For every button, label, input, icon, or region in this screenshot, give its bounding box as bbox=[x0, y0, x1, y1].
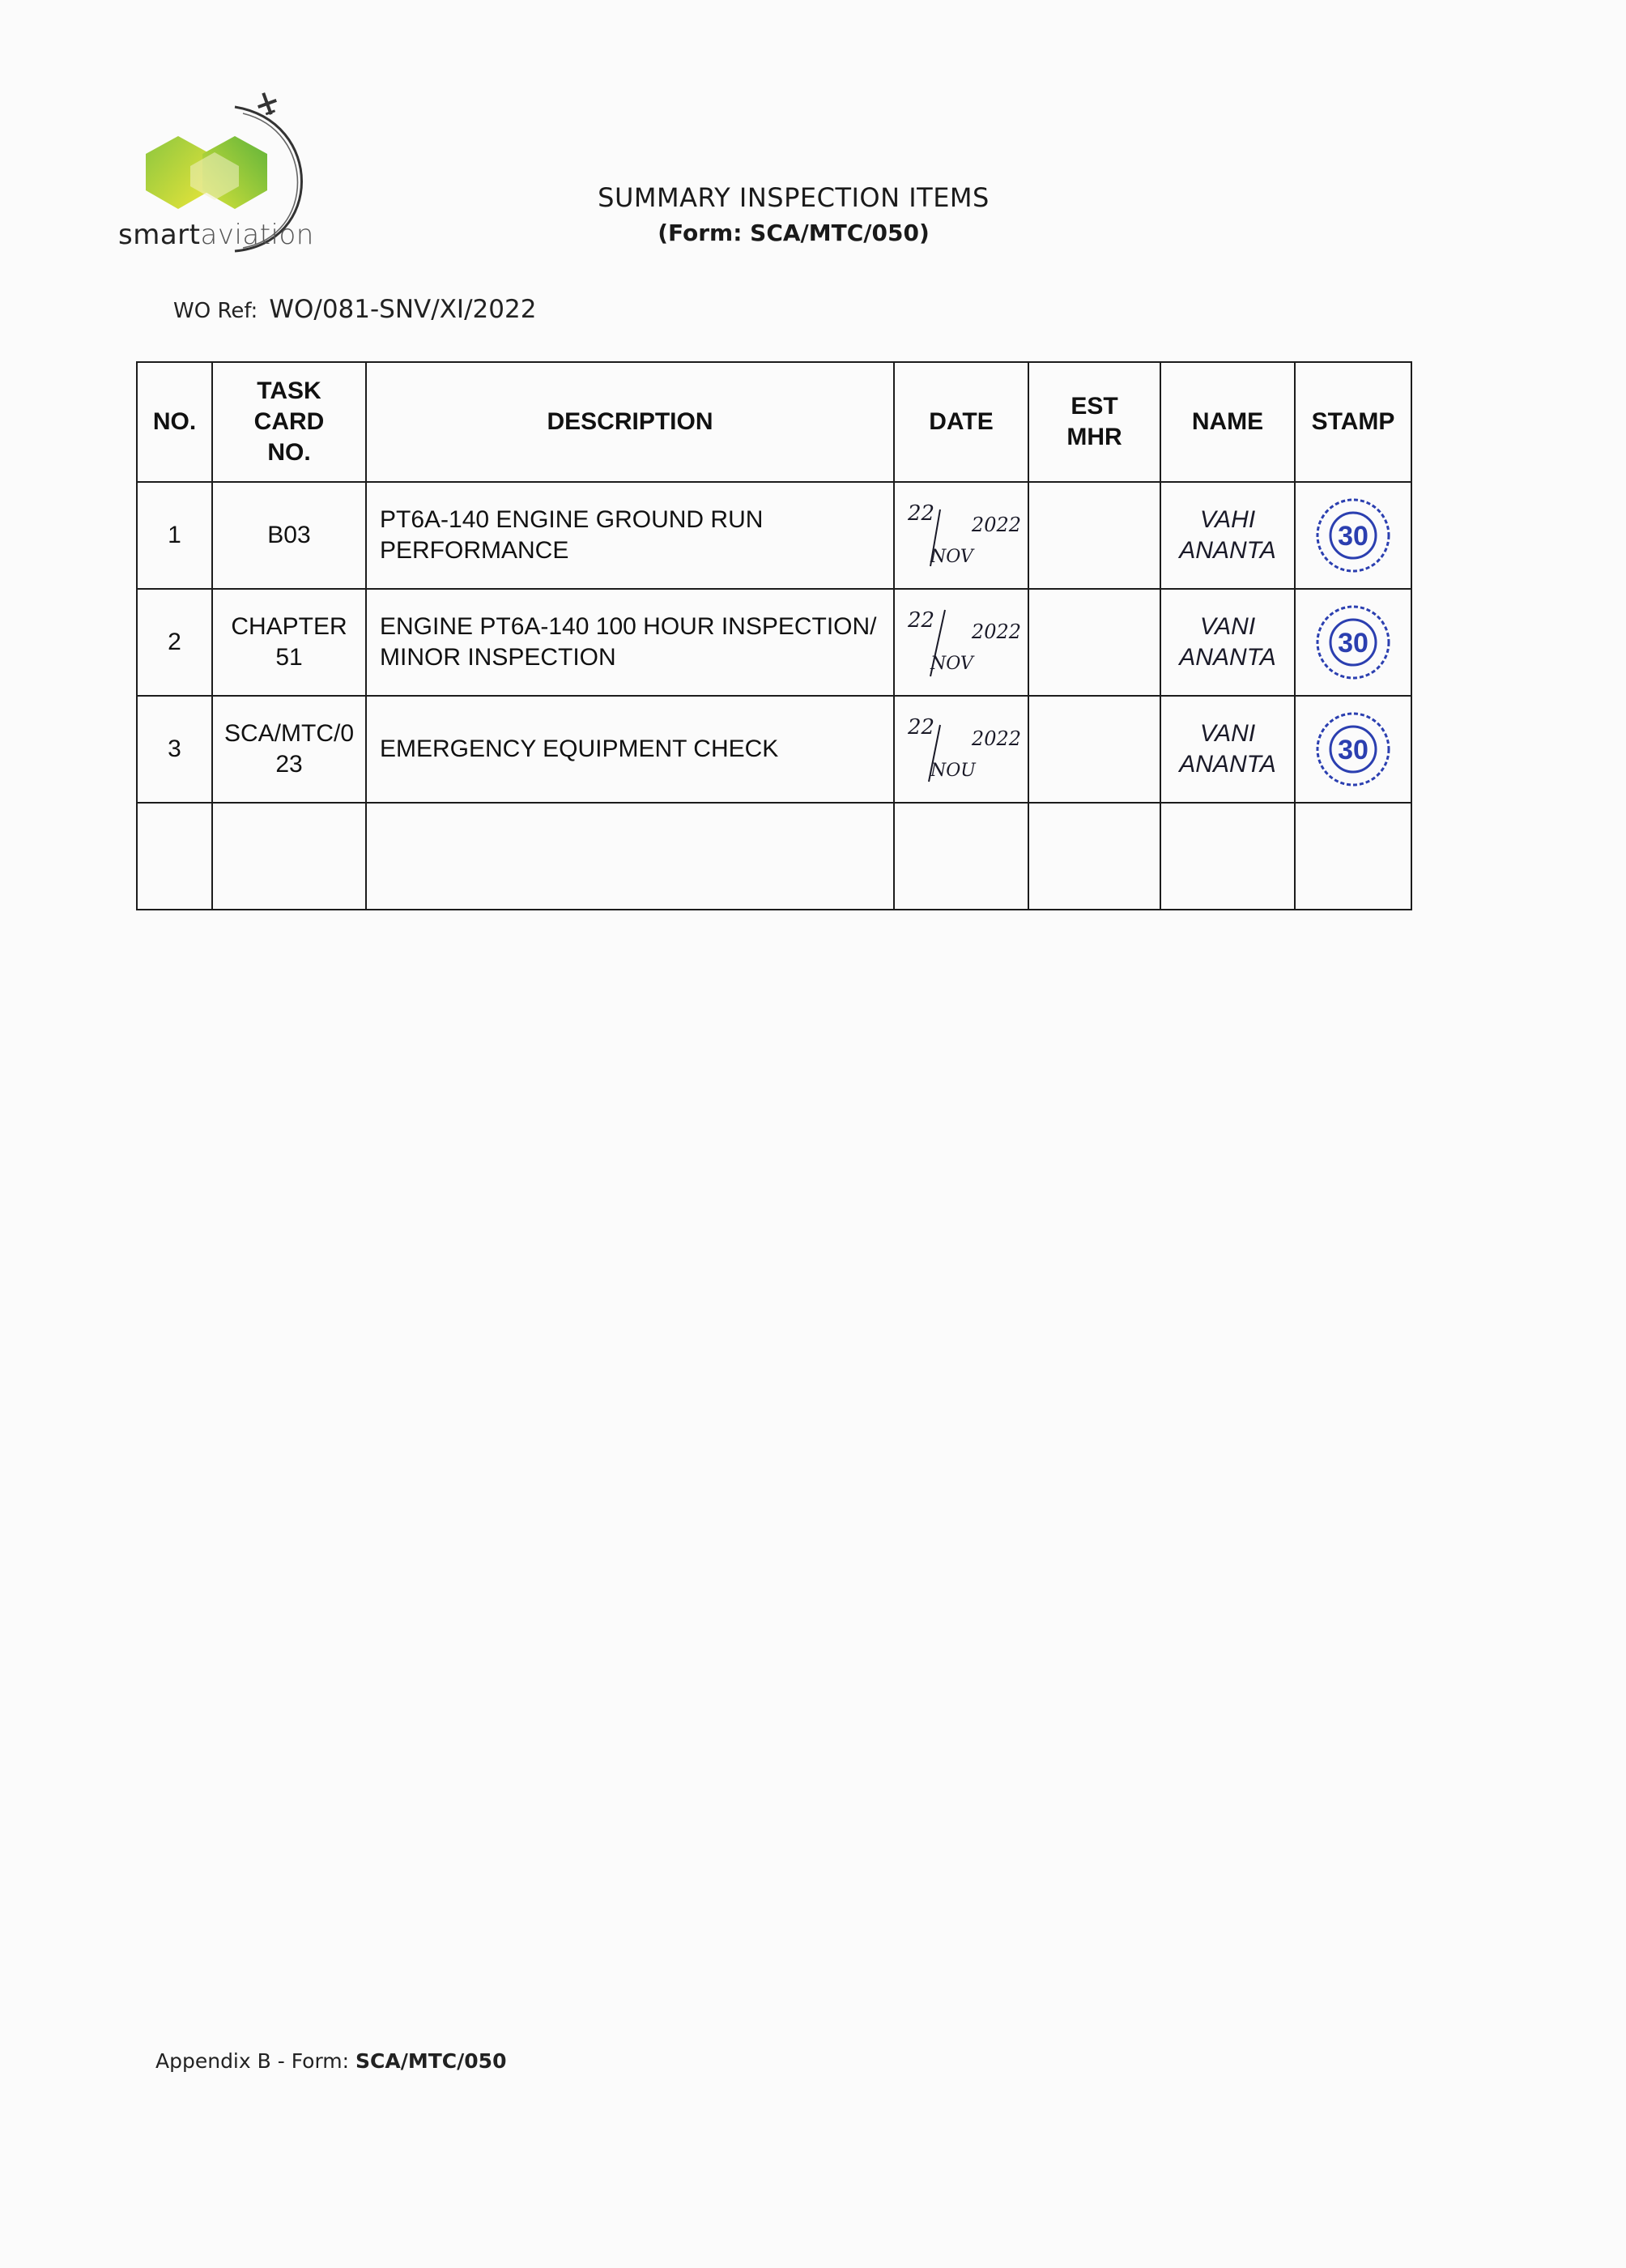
table-row bbox=[137, 482, 1411, 589]
column-header-est-mhr: EST MHR bbox=[1028, 362, 1160, 482]
description-line2: PERFORMANCE bbox=[380, 537, 569, 564]
cell-empty bbox=[366, 803, 894, 910]
logo-wordmark bbox=[118, 219, 314, 251]
cell-description bbox=[366, 589, 894, 696]
date-day: 22 bbox=[908, 501, 935, 526]
cell-empty bbox=[894, 803, 1028, 910]
date-year: 2022 bbox=[971, 514, 1021, 536]
task-card-line1: SCA/MTC/0 bbox=[223, 720, 355, 747]
document-title-block bbox=[583, 180, 1004, 251]
date-day: 22 bbox=[908, 608, 935, 633]
cell-task-card bbox=[212, 696, 366, 803]
cell-stamp bbox=[1295, 696, 1411, 803]
footer-prefix: Appendix B - Form: bbox=[155, 2049, 350, 2073]
cell-date bbox=[894, 696, 1028, 803]
cell-date bbox=[894, 589, 1028, 696]
date-month: NOV bbox=[930, 654, 973, 674]
cell-est-mhr bbox=[1028, 696, 1160, 803]
column-header-date: DATE bbox=[894, 362, 1028, 482]
cell-est-mhr bbox=[1028, 482, 1160, 589]
stamp-number: 30 bbox=[1338, 521, 1368, 552]
logo-word-aviation: aviation bbox=[200, 219, 314, 251]
description-line1: PT6A-140 ENGINE GROUND RUN bbox=[380, 506, 764, 533]
wo-ref-value: WO/081-SNV/XI/2022 bbox=[269, 295, 537, 324]
cell-empty bbox=[212, 803, 366, 910]
inspection-stamp-icon bbox=[1314, 710, 1392, 788]
handwritten-date bbox=[901, 709, 1023, 790]
page-footer bbox=[155, 2049, 506, 2073]
table-row-empty bbox=[137, 803, 1411, 910]
work-order-reference bbox=[173, 295, 536, 324]
handwritten-date bbox=[901, 602, 1023, 683]
date-month: NOU bbox=[930, 761, 976, 781]
cell-description bbox=[366, 482, 894, 589]
cell-stamp bbox=[1295, 589, 1411, 696]
cell-empty bbox=[1295, 803, 1411, 910]
handwritten-date bbox=[901, 495, 1023, 576]
footer-form-code: SCA/MTC/050 bbox=[355, 2049, 507, 2073]
cell-no: 2 bbox=[137, 589, 212, 696]
name-line2: ANANTA bbox=[1179, 644, 1276, 671]
date-year: 2022 bbox=[971, 727, 1021, 750]
name-line2: ANANTA bbox=[1179, 537, 1276, 564]
cell-date bbox=[894, 482, 1028, 589]
name-line1: VAHI bbox=[1199, 506, 1256, 533]
form-reference: (Form: SCA/MTC/050) bbox=[658, 220, 930, 246]
name-line2: ANANTA bbox=[1179, 751, 1276, 778]
cell-task-card bbox=[212, 589, 366, 696]
description-line1: ENGINE PT6A-140 100 HOUR INSPECTION/ bbox=[380, 613, 877, 640]
logo-word-smart: smart bbox=[118, 219, 201, 251]
cell-name bbox=[1160, 696, 1295, 803]
stamp-number: 30 bbox=[1338, 628, 1368, 659]
column-header-name: NAME bbox=[1160, 362, 1295, 482]
inspection-items-table bbox=[136, 361, 1412, 910]
name-line1: VANI bbox=[1199, 720, 1256, 747]
wo-ref-label: WO Ref: bbox=[173, 299, 258, 323]
inspection-stamp-icon bbox=[1314, 603, 1392, 681]
description-line1: EMERGENCY EQUIPMENT CHECK bbox=[380, 735, 779, 762]
cell-empty bbox=[1028, 803, 1160, 910]
date-month: NOV bbox=[930, 547, 973, 567]
inspection-stamp-icon bbox=[1314, 497, 1392, 574]
column-header-no: NO. bbox=[137, 362, 212, 482]
date-day: 22 bbox=[908, 715, 935, 740]
table-row bbox=[137, 589, 1411, 696]
table-row bbox=[137, 696, 1411, 803]
task-card-line2: 51 bbox=[275, 644, 303, 671]
column-header-task-card: TASK CARD NO. bbox=[212, 362, 366, 482]
task-card-line2: 23 bbox=[275, 751, 303, 778]
cell-no: 3 bbox=[137, 696, 212, 803]
cell-name bbox=[1160, 589, 1295, 696]
cell-task-card bbox=[212, 482, 366, 589]
cell-name bbox=[1160, 482, 1295, 589]
cell-no: 1 bbox=[137, 482, 212, 589]
cell-est-mhr bbox=[1028, 589, 1160, 696]
task-card-line1: CHAPTER bbox=[231, 613, 347, 640]
stamp-number: 30 bbox=[1338, 735, 1368, 765]
table-header-row bbox=[137, 362, 1411, 482]
task-card-line1: B03 bbox=[267, 522, 311, 548]
cell-stamp bbox=[1295, 482, 1411, 589]
cell-empty bbox=[137, 803, 212, 910]
cell-empty bbox=[1160, 803, 1295, 910]
name-line1: VANI bbox=[1199, 613, 1256, 640]
description-line2: MINOR INSPECTION bbox=[380, 644, 616, 671]
document-title: SUMMARY INSPECTION ITEMS bbox=[598, 182, 990, 213]
cell-description bbox=[366, 696, 894, 803]
column-header-stamp: STAMP bbox=[1295, 362, 1411, 482]
company-logo bbox=[113, 89, 389, 267]
date-year: 2022 bbox=[971, 620, 1021, 643]
column-header-description: DESCRIPTION bbox=[366, 362, 894, 482]
